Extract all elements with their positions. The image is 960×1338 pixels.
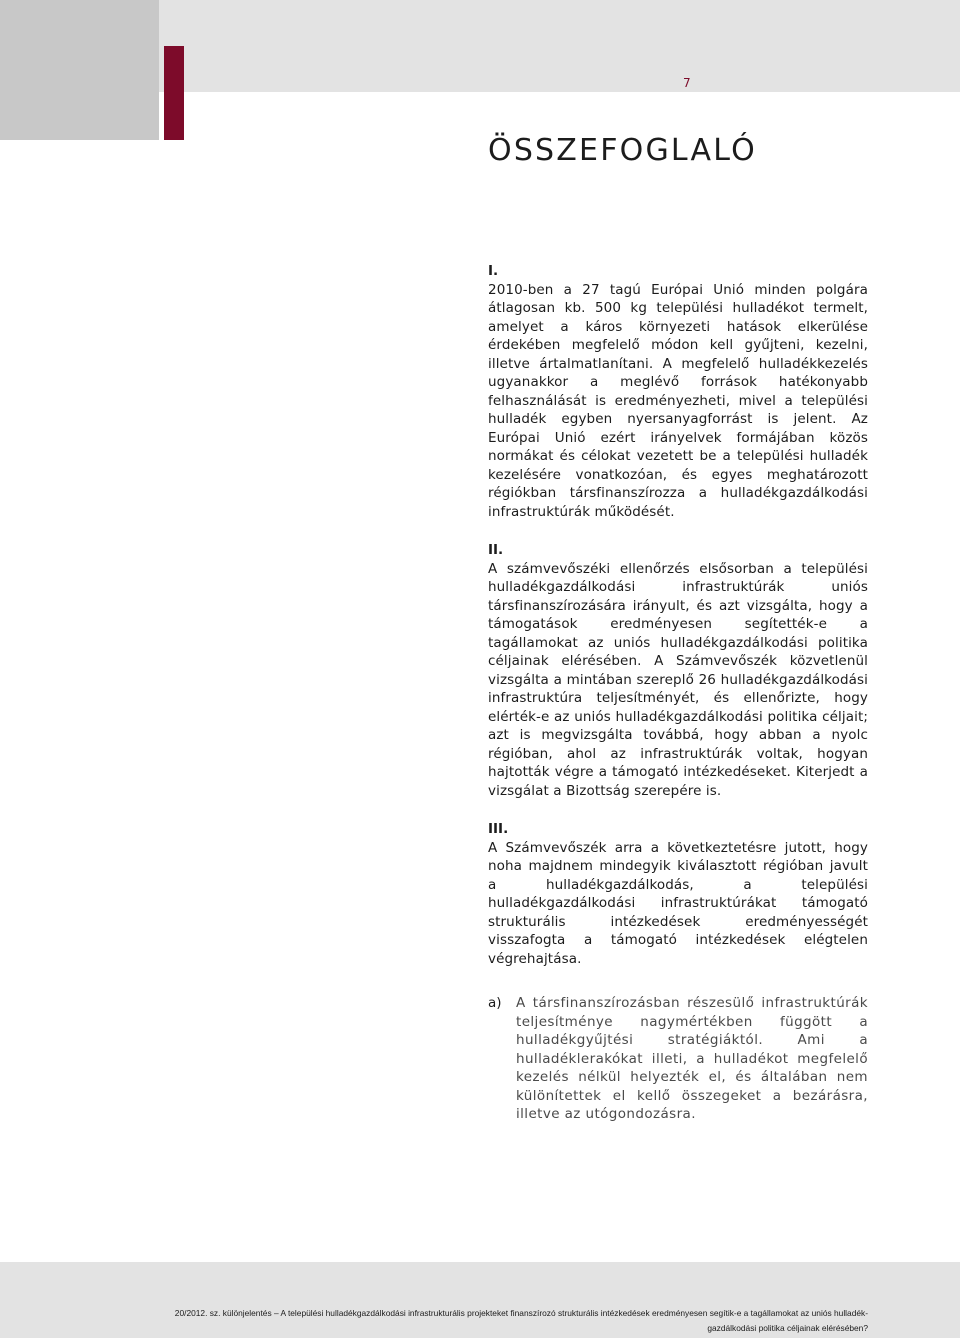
page-number: 7	[683, 76, 691, 90]
footer-line: gazdálkodási politika céljainak elérésében?	[707, 1323, 868, 1333]
section-heading: II.	[488, 542, 504, 558]
list-marker: a)	[488, 995, 502, 1011]
section-paragraph: A Számvevőszék arra a következtetésre jutott, hogy noha majdnem mindegyik kiválasztott régióban javult a hulladékgazdálkodás, a települési hulladékgazdálkodási infrastruktúrákat támogató strukturális intézkedések eredményességét visszafogta a támogató intézkedések elégtelen végrehajtása.	[488, 839, 868, 967]
accent-bar	[164, 46, 184, 140]
page-title: ÖSSZEFOGLALÓ	[488, 133, 757, 168]
section-i	[488, 262, 868, 521]
section-paragraph: 2010-ben a 27 tagú Európai Unió minden polgára átlagosan kb. 500 kg települési hulladékot termelt, amelyet a káros környezeti hatások elkerülése érdekében megfelelő módon kell gyűjteni, kezelni, illetve ártalmatlanítani. A megfelelő hulladékkezelés ugyanakkor a meglévő források hatékonyabb felhasználását is eredményezheti, mivel a települési hulladék egyben nyersanyagforrást is jelent. Az Európai Unió ezért irányelvek formájában közös normákat és célokat vezetett be a települési hulladék kezelésére vonatkozóan, és egyes meghatározott régiókban társfinanszírozza a hulladékgazdálkodási infrastruktúrák működését.	[488, 281, 868, 520]
list-item-text: A társfinanszírozásban részesülő infrastruktúrák teljesítménye nagymértékben függött a hulladékgyűjtési stratégiáktól. Ami a hulladéklerakókat illeti, a hulladékot megfelelő kezelés nélkül helyezték el, és általában nem különítettek el kellő összegeket a bezárásra, illetve az utógondozásra.	[516, 995, 868, 1122]
section-heading: I.	[488, 263, 499, 279]
footer-report-title	[68, 1306, 868, 1336]
header-grey-block	[0, 0, 159, 140]
footer-line: 20/2012. sz. különjelentés – A települési hulladékgazdálkodási infrastrukturális projekteket finanszírozó strukturális intézkedések eredményesen segítik-e a tagállamokat az uniós hulladék-	[174, 1308, 868, 1318]
section-ii	[488, 541, 868, 800]
section-paragraph: A számvevőszéki ellenőrzés elsősorban a települési hulladékgazdálkodási infrastruktúrák uniós társfinanszírozására irányult, és azt vizsgálta, hogy a támogatások eredményesen segítették-e a tagállamokat az uniós hulladékgazdálkodási politika céljainak elérésében. A Számvevőszék közvetlenül vizsgálta a mintában szereplő 26 hulladékgazdálkodási infrastruktúra teljesítményét, és ellenőrizte, hogy elérték-e az uniós hulladékgazdálkodási politika céljait; azt is megvizsgálta továbbá, hogy abban a nyolc régióban, ahol az infrastruktúrák voltak, hogyan hajtották végre a támogató intézkedéseket. Kiterjedt a vizsgálat a Bizottság szerepére is.	[488, 560, 868, 799]
list-item	[488, 994, 868, 1124]
section-heading: III.	[488, 821, 509, 837]
section-iii	[488, 820, 868, 1124]
summary-content	[488, 262, 868, 1144]
